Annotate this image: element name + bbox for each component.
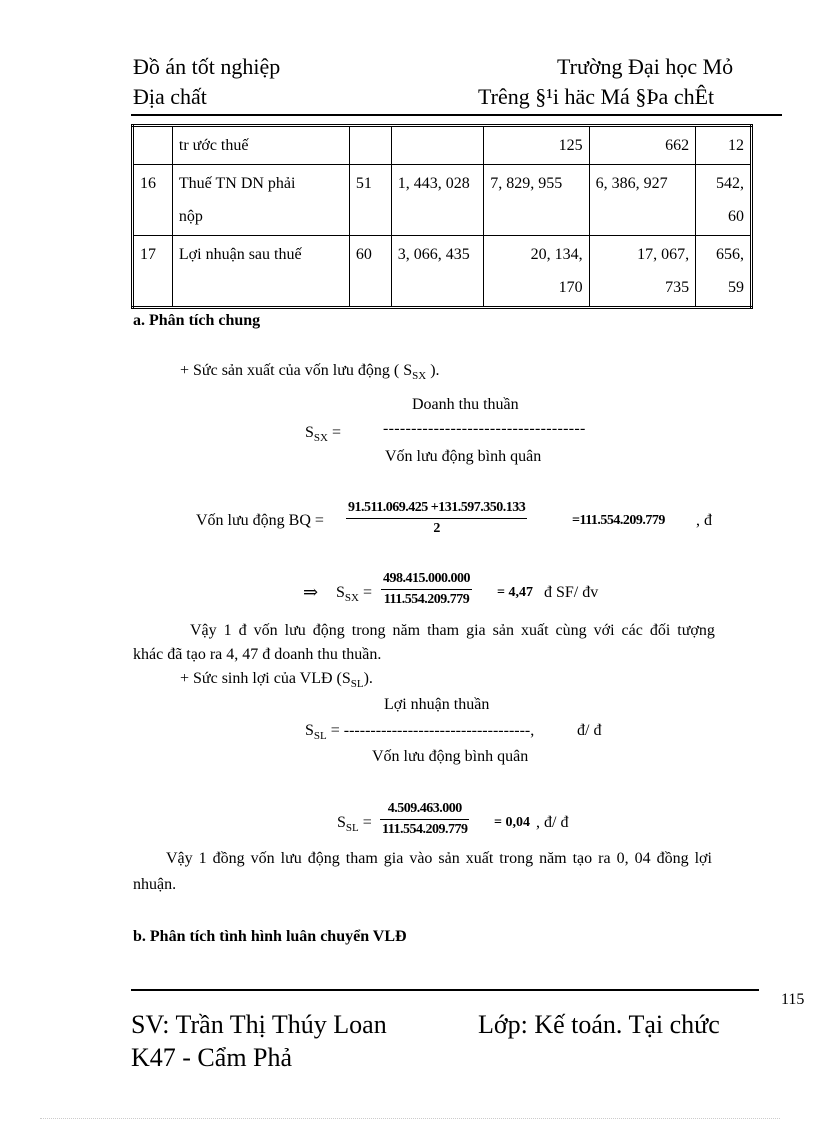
ssl2-unit: , đ/ đ <box>536 814 569 831</box>
vld-fraction-bar <box>346 518 527 519</box>
calc-fraction <box>381 571 472 608</box>
ssl-intro <box>180 670 373 690</box>
cell-no: 17 <box>133 236 173 308</box>
calc-numerator: 498.415.000.000 <box>383 571 470 586</box>
ssx-label-sub: SX <box>313 432 328 445</box>
ssl-eq: = -----------------------------------, <box>326 722 535 739</box>
ssx-eq: = <box>327 424 341 441</box>
data-table <box>131 124 753 309</box>
vld-denominator: 2 <box>433 521 440 536</box>
ssl2-fraction <box>380 801 469 838</box>
ssx-formula-numerator: Doanh thu thuần <box>412 396 519 413</box>
ssl-formula-numerator: Lợi nhuận thuần <box>384 696 490 713</box>
cell-name: Lợi nhuận sau thuế <box>172 236 349 308</box>
footer-left-line1: SV: Trần Thị Thúy Loan <box>131 1010 387 1039</box>
calc-fraction-bar <box>381 589 472 590</box>
ssl-label-sub: SL <box>313 730 327 743</box>
table-row <box>133 236 752 308</box>
ssl2-label <box>337 814 372 834</box>
para1-line1: Vậy 1 đ vốn lưu động trong năm tham gia sản xuất cùng với các đối tượng <box>190 622 715 639</box>
calc-unit: đ SF/ đv <box>544 584 599 601</box>
para2-line2: nhuận. <box>133 876 177 893</box>
cell-value <box>589 236 695 308</box>
cell-value <box>696 236 752 308</box>
ssx-intro-sub: SX <box>412 370 427 383</box>
ssx-intro-end: ). <box>426 362 440 379</box>
cell-no <box>133 126 173 165</box>
ssl2-denominator: 111.554.209.779 <box>382 822 468 837</box>
page-number: 115 <box>781 991 805 1008</box>
ssl2-eq: = <box>358 814 372 831</box>
vld-result: =111.554.209.779 <box>572 513 665 528</box>
ssx-formula-dashes: ------------------------------------ <box>383 420 586 437</box>
calc-denominator: 111.554.209.779 <box>383 592 470 607</box>
cell-name: tr ước thuế <box>172 126 349 165</box>
cell-code: 51 <box>349 165 391 236</box>
ssx-formula-label <box>305 424 341 444</box>
cell-value-line1: 656, <box>716 246 744 263</box>
implies-arrow-icon: ⇒ <box>303 582 319 602</box>
cell-value-line2: 170 <box>558 279 583 296</box>
footer-right-line1: Lớp: Kế toán. Tại chức <box>478 1010 720 1039</box>
header-right-line1: Trường Đại học Mỏ <box>557 54 734 79</box>
ssl-label: S <box>305 722 314 739</box>
cell-value: 7, 829, 955 <box>484 165 589 236</box>
cell-code: 60 <box>349 236 391 308</box>
ssl-intro-text: + Sức sinh lợi của VLĐ (S <box>180 670 351 687</box>
header-left-line2: Địa chất <box>133 84 207 109</box>
cell-value: 6, 386, 927 <box>589 165 695 236</box>
cell-name-line2: nộp <box>178 208 203 225</box>
cell-name-line1: Thuế TN DN phải <box>178 175 296 192</box>
cell-value: 125 <box>484 126 589 165</box>
cell-value-line2: 60 <box>728 208 744 225</box>
para1-line2: khác đã tạo ra 4, 47 đ doanh thu thuần. <box>133 646 382 663</box>
vld-fraction <box>346 500 527 537</box>
cell-name <box>172 165 349 236</box>
ssl-formula-label <box>305 722 534 742</box>
ssl2-fraction-bar <box>380 819 469 820</box>
ssl-intro-sub: SL <box>350 678 364 691</box>
ssx-formula-denominator: Vốn lưu động bình quân <box>385 448 542 465</box>
table-row <box>133 165 752 236</box>
cell-value: 1, 443, 028 <box>391 165 484 236</box>
calc-label-sub: SX <box>344 592 359 605</box>
calc-eq: = <box>358 584 372 601</box>
footer-left-line2: K47 - Cẩm Phả <box>131 1043 293 1072</box>
calc-label-text: S <box>336 584 345 601</box>
cell-code <box>349 126 391 165</box>
cell-value: 662 <box>589 126 695 165</box>
ssl-unit: đ/ đ <box>577 722 602 739</box>
cell-value: 12 <box>696 126 752 165</box>
footer-rule <box>131 989 759 991</box>
cell-value: 3, 066, 435 <box>391 236 484 308</box>
cell-value <box>696 165 752 236</box>
ssx-intro-text: + Sức sản xuất của vốn lưu động ( S <box>180 362 413 379</box>
ssl-formula-denominator: Vốn lưu động bình quân <box>372 748 529 765</box>
vld-numerator: 91.511.069.425 +131.597.350.133 <box>348 500 526 515</box>
cell-value-line2: 59 <box>728 279 744 296</box>
cell-value-line1: 542, <box>716 175 744 192</box>
para2-line1: Vậy 1 đồng vốn lưu động tham gia vào sản xuất trong năm tạo ra 0, 04 đồng lợi <box>166 850 712 867</box>
section-b-title: b. Phân tích tình hình luân chuyển VLĐ <box>133 928 407 945</box>
header-rule <box>131 114 782 116</box>
cell-value-line2: 735 <box>665 279 690 296</box>
header-right-line2: Trêng §¹i häc Má §Þa chÊt <box>478 84 715 109</box>
ssl2-numerator: 4.509.463.000 <box>387 801 462 816</box>
table-row <box>133 126 752 165</box>
ssl2-label-sub: SL <box>345 822 359 835</box>
ssx-intro <box>180 362 440 382</box>
vld-label: Vốn lưu động BQ = <box>196 512 324 529</box>
header-left-line1: Đồ án tốt nghiệp <box>133 54 281 79</box>
vld-unit: , đ <box>696 512 712 529</box>
cell-value-line1: 17, 067, <box>637 246 690 263</box>
cell-no: 16 <box>133 165 173 236</box>
calc-label <box>336 584 372 604</box>
ssl2-label-text: S <box>337 814 346 831</box>
calc-result: = 4,47 <box>497 585 533 600</box>
ssl-intro-end: ). <box>363 670 373 687</box>
bottom-dotted-line <box>40 1118 780 1119</box>
section-a-title: a. Phân tích chung <box>133 312 261 329</box>
cell-value <box>391 126 484 165</box>
ssx-label: S <box>305 424 314 441</box>
cell-value <box>484 236 589 308</box>
cell-value-line1: 20, 134, <box>530 246 583 263</box>
ssl2-result: = 0,04 <box>494 815 530 830</box>
